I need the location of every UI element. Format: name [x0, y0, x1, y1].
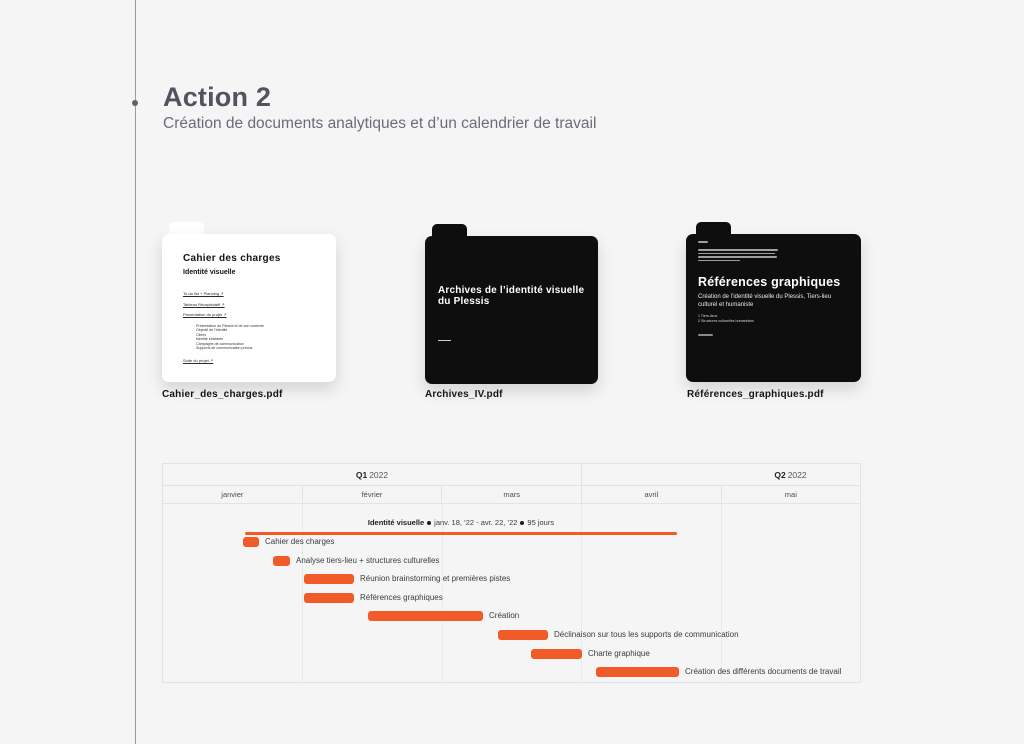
- folder-cahier-des-charges[interactable]: [162, 222, 336, 382]
- decorative-dash: [438, 340, 451, 341]
- folder-cover: [162, 234, 336, 382]
- timeline-dot: [132, 100, 138, 106]
- gantt-task-row: [163, 611, 860, 621]
- quarter-divider: [581, 464, 582, 485]
- gantt-task-bar: [596, 667, 679, 677]
- gantt-task-label: Création des différents documents de travail: [685, 667, 842, 677]
- folder-archives-iv[interactable]: [425, 224, 598, 384]
- gantt-body: [163, 504, 860, 682]
- dot-icon: [520, 521, 524, 525]
- gantt-task-bar: [531, 649, 582, 659]
- doc-toc: [196, 324, 264, 350]
- gantt-summary-label: [245, 518, 677, 527]
- doc-toc-item: Présentation du Plessis et de son contexte: [196, 324, 264, 328]
- gantt-task-row: [163, 630, 860, 640]
- quarter-code: Q1: [355, 470, 368, 480]
- doc-links: [183, 292, 227, 324]
- doc-toc-item: Identité existante: [196, 337, 224, 342]
- doc-subtitle: Identité visuelle: [183, 269, 236, 276]
- doc-toc-item: Objectif de l’identité: [196, 328, 228, 333]
- month-cell: mars: [442, 486, 582, 503]
- doc-link: Présentation du projet ↗: [183, 312, 227, 318]
- dot-icon: [427, 521, 431, 525]
- gantt-task-bar: [368, 611, 483, 621]
- filename-archives-iv: Archives_IV.pdf: [425, 389, 503, 400]
- doc-notes: [698, 314, 754, 323]
- gantt-task-label: Analyse tiers-lieu + structures culturelles: [296, 555, 440, 565]
- quarter-code: Q2: [774, 470, 786, 480]
- tiny-text-line: [698, 260, 740, 262]
- gantt-quarter-row: [163, 464, 860, 486]
- doc-note: 1 Tiers-lieux: [698, 314, 718, 318]
- folder-references-graphiques[interactable]: [686, 222, 861, 382]
- doc-link: Suite du projet ↗: [183, 358, 214, 363]
- summary-dates: janv. 18, ’22 - avr. 22, ’22: [434, 518, 518, 527]
- gantt-month-row: [163, 486, 860, 504]
- doc-title: Cahier des charges: [183, 253, 281, 264]
- quarter-year: 2022: [369, 470, 389, 480]
- month-cell: avril: [582, 486, 722, 503]
- quarter-year: 2022: [787, 470, 807, 480]
- doc-toc-item: Supports de communication prévus: [196, 346, 253, 351]
- filename-references-graphiques: Références_graphiques.pdf: [687, 389, 824, 400]
- folder-cover: [425, 236, 598, 384]
- tiny-text-line: [698, 256, 777, 258]
- tiny-text-line: [698, 241, 708, 243]
- page-subtitle: Création de documents analytiques et d’un calendrier de travail: [163, 115, 597, 132]
- gantt-task-bar: [498, 630, 548, 640]
- doc-title: Références graphiques: [698, 275, 841, 289]
- gantt-task-bar: [243, 537, 259, 547]
- gantt-task-bar: [304, 574, 354, 584]
- doc-subtitle: Création de l’identité visuelle du Plessis, Tiers-lieu culturel et humaniste: [698, 294, 832, 308]
- doc-toc-item: Campagne de communication: [196, 341, 244, 346]
- gantt-task-row: [163, 593, 860, 603]
- gantt-task-label: Cahier des charges: [265, 537, 335, 546]
- gantt-task-bar: [273, 556, 290, 566]
- filename-cahier-des-charges: Cahier_des_charges.pdf: [162, 389, 283, 400]
- gantt-task-row: [163, 667, 860, 677]
- gantt-task-row: [163, 574, 860, 584]
- page-title: Action 2: [163, 82, 272, 112]
- quarter-q2-label: [721, 464, 860, 485]
- month-cell: janvier: [163, 486, 303, 503]
- gantt-task-label: Références graphiques: [360, 592, 443, 602]
- month-cell: mai: [784, 490, 797, 499]
- gantt-summary-bar: [245, 532, 677, 535]
- doc-toc-item: Cibles: [196, 332, 206, 337]
- folder-cover: [686, 234, 861, 382]
- gantt-task-row: [163, 649, 860, 659]
- doc-link: To-do list + Planning ↗: [183, 291, 224, 296]
- gantt-task-row: [163, 556, 860, 566]
- tiny-text-line: [698, 253, 775, 255]
- gantt-task-bar: [304, 593, 354, 603]
- header: [163, 82, 596, 133]
- summary-name: Identité visuelle: [367, 518, 425, 527]
- doc-link: Tableau Récapitulatif ↗: [183, 301, 225, 307]
- tiny-text-line: [698, 334, 713, 336]
- gantt-task-label: Charte graphique: [588, 648, 650, 658]
- quarter-q1-label: [163, 464, 581, 485]
- gantt-chart: [162, 463, 861, 683]
- gantt-task-label: Déclinaison sur tous les supports de communication: [554, 630, 739, 639]
- gantt-task-row: [163, 537, 860, 547]
- summary-duration: 95 jours: [527, 518, 555, 527]
- left-guide-line: [135, 0, 136, 744]
- doc-title: Archives de l’identité visuelle du Plessis: [438, 285, 585, 307]
- tiny-text-line: [698, 249, 778, 251]
- doc-note: 2 Structures culturelles humanistes: [698, 318, 754, 323]
- gantt-task-label: Réunion brainstorming et premières pistes: [360, 574, 511, 584]
- gantt-task-label: Création: [489, 611, 520, 621]
- month-cell: février: [303, 486, 443, 503]
